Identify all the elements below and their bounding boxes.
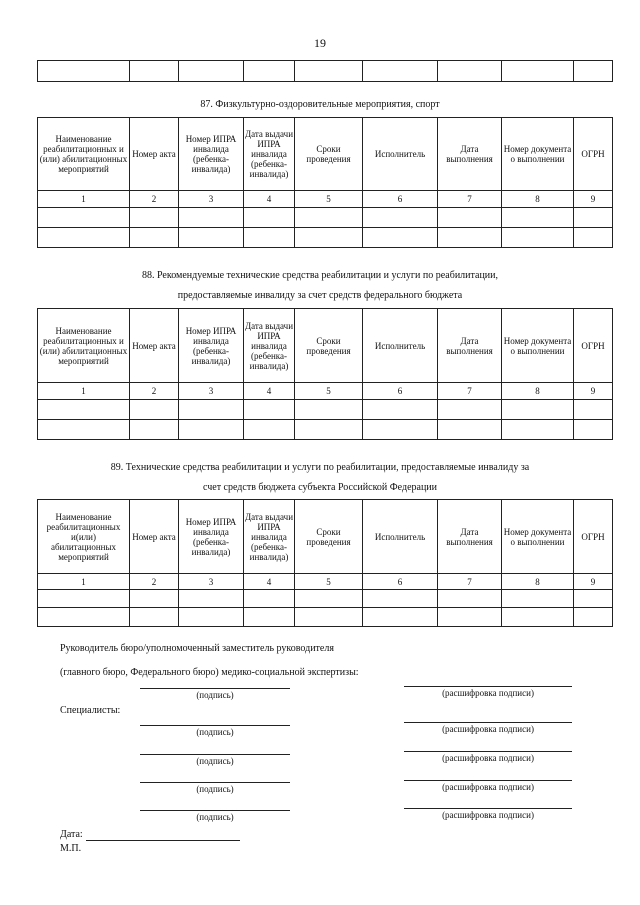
head-signature-caption: (подпись) [196, 690, 234, 700]
page-number: 19 [314, 36, 326, 50]
section-88-title-line1: 88. Рекомендуемые технические средства реабилитации и услуги по реабилитации, [142, 270, 498, 281]
header-cell-name: Наименование реабилитационных и(или) абилитационных мероприятий [38, 500, 130, 574]
header-cell-done-date: Дата выполнения [438, 309, 502, 383]
section-89-title-line1: 89. Технические средства реабилитации и услуги по реабилитации, предоставляемые инвалиду за [110, 462, 530, 473]
column-number: 5 [295, 191, 363, 208]
specialist-signature-line [140, 725, 290, 726]
specialists-label: Специалисты: [60, 705, 121, 716]
column-number: 9 [574, 574, 613, 590]
column-number: 4 [244, 383, 295, 400]
specialist-signature-line [140, 810, 290, 811]
column-number: 1 [38, 191, 130, 208]
table-row [38, 590, 613, 608]
stamp-label: М.П. [60, 843, 82, 854]
header-cell-terms: Сроки проведения [295, 118, 363, 191]
header-cell-ogrn: ОГРН [574, 309, 613, 383]
section-88-title-line2: предоставляемые инвалиду за счет средств федерального бюджета [177, 290, 463, 301]
header-cell-ipra-date: Дата выдачи ИПРА инвалида (ребенка-инвалида) [244, 500, 295, 574]
header-cell-ipra-date: Дата выдачи ИПРА инвалида (ребенка-инвалида) [244, 309, 295, 383]
specialist-signature-line [140, 782, 290, 783]
column-number: 7 [438, 191, 502, 208]
column-number: 5 [295, 574, 363, 590]
specialist-decode-caption: (расшифровка подписи) [442, 724, 534, 734]
table-row [38, 420, 613, 440]
column-number: 1 [38, 383, 130, 400]
table-cell [502, 61, 574, 82]
header-cell-ipra: Номер ИПРА инвалида (ребенка-инвалида) [179, 309, 244, 383]
column-number: 5 [295, 383, 363, 400]
specialist-decode-line [404, 808, 572, 809]
column-number: 2 [130, 574, 179, 590]
header-cell-ipra: Номер ИПРА инвалида (ребенка-инвалида) [179, 118, 244, 191]
header-cell-doc-number: Номер документа о выполнении [502, 309, 574, 383]
table-cell [38, 61, 130, 82]
header-cell-ipra: Номер ИПРА инвалида (ребенка-инвалида) [179, 500, 244, 574]
header-cell-ogrn: ОГРН [574, 500, 613, 574]
column-number: 3 [179, 574, 244, 590]
header-cell-terms: Сроки проведения [295, 500, 363, 574]
column-number: 8 [502, 191, 574, 208]
specialist-signature-caption: (подпись) [196, 727, 234, 737]
header-cell-act: Номер акта [130, 309, 179, 383]
head-label-line1: Руководитель бюро/уполномоченный заместитель руководителя [60, 643, 334, 654]
specialist-decode-line [404, 751, 572, 752]
column-number: 7 [438, 383, 502, 400]
table-row [38, 228, 613, 248]
specialist-decode-caption: (расшифровка подписи) [442, 810, 534, 820]
column-number: 7 [438, 574, 502, 590]
specialist-decode-caption: (расшифровка подписи) [442, 753, 534, 763]
column-number: 6 [363, 191, 438, 208]
column-number: 9 [574, 191, 613, 208]
header-cell-done-date: Дата выполнения [438, 118, 502, 191]
head-signature-line [140, 688, 290, 689]
table-89 [37, 499, 613, 627]
header-cell-act: Номер акта [130, 500, 179, 574]
date-label: Дата: [60, 829, 83, 840]
specialist-signature-caption: (подпись) [196, 756, 234, 766]
table-cell [244, 61, 295, 82]
head-decode-caption: (расшифровка подписи) [442, 688, 534, 698]
column-number: 2 [130, 191, 179, 208]
table-row [38, 400, 613, 420]
header-cell-name: Наименование реабилитационных и (или) абилитационных мероприятий [38, 118, 130, 191]
table-cell [438, 61, 502, 82]
column-number: 6 [363, 383, 438, 400]
header-cell-ogrn: ОГРН [574, 118, 613, 191]
column-number: 9 [574, 383, 613, 400]
header-cell-name: Наименование реабилитационных и (или) абилитационных мероприятий [38, 309, 130, 383]
column-number: 8 [502, 574, 574, 590]
column-number: 4 [244, 191, 295, 208]
column-number: 8 [502, 383, 574, 400]
table-cell [295, 61, 363, 82]
column-number: 3 [179, 383, 244, 400]
header-cell-executor: Исполнитель [363, 500, 438, 574]
column-number: 2 [130, 383, 179, 400]
specialist-signature-caption: (подпись) [196, 784, 234, 794]
column-number: 6 [363, 574, 438, 590]
table-cell [179, 61, 244, 82]
header-cell-ipra-date: Дата выдачи ИПРА инвалида (ребенка-инвалида) [244, 118, 295, 191]
header-cell-done-date: Дата выполнения [438, 500, 502, 574]
header-cell-executor: Исполнитель [363, 118, 438, 191]
table-cell [363, 61, 438, 82]
header-cell-executor: Исполнитель [363, 309, 438, 383]
header-cell-doc-number: Номер документа о выполнении [502, 118, 574, 191]
header-cell-act: Номер акта [130, 118, 179, 191]
header-cell-doc-number: Номер документа о выполнении [502, 500, 574, 574]
head-decode-line [404, 686, 572, 687]
specialist-decode-line [404, 722, 572, 723]
column-number: 4 [244, 574, 295, 590]
section-89-title-line2: счет средств бюджета субъекта Российской Федерации [202, 482, 437, 493]
table-cell [130, 61, 179, 82]
table-cell [574, 61, 613, 82]
header-cell-terms: Сроки проведения [295, 309, 363, 383]
specialist-decode-caption: (расшифровка подписи) [442, 782, 534, 792]
table-88 [37, 308, 613, 440]
table-row [38, 208, 613, 228]
table-87 [37, 117, 613, 248]
specialist-decode-line [404, 780, 572, 781]
column-number: 1 [38, 574, 130, 590]
table-row [38, 608, 613, 627]
specialist-signature-line [140, 754, 290, 755]
column-number: 3 [179, 191, 244, 208]
head-label-line2: (главного бюро, Федерального бюро) медико-социальной экспертизы: [60, 667, 359, 678]
specialist-signature-caption: (подпись) [196, 812, 234, 822]
section-87-title: 87. Физкультурно-оздоровительные мероприятия, спорт [200, 99, 440, 110]
date-line [86, 840, 240, 841]
previous-table-fragment [37, 60, 613, 82]
